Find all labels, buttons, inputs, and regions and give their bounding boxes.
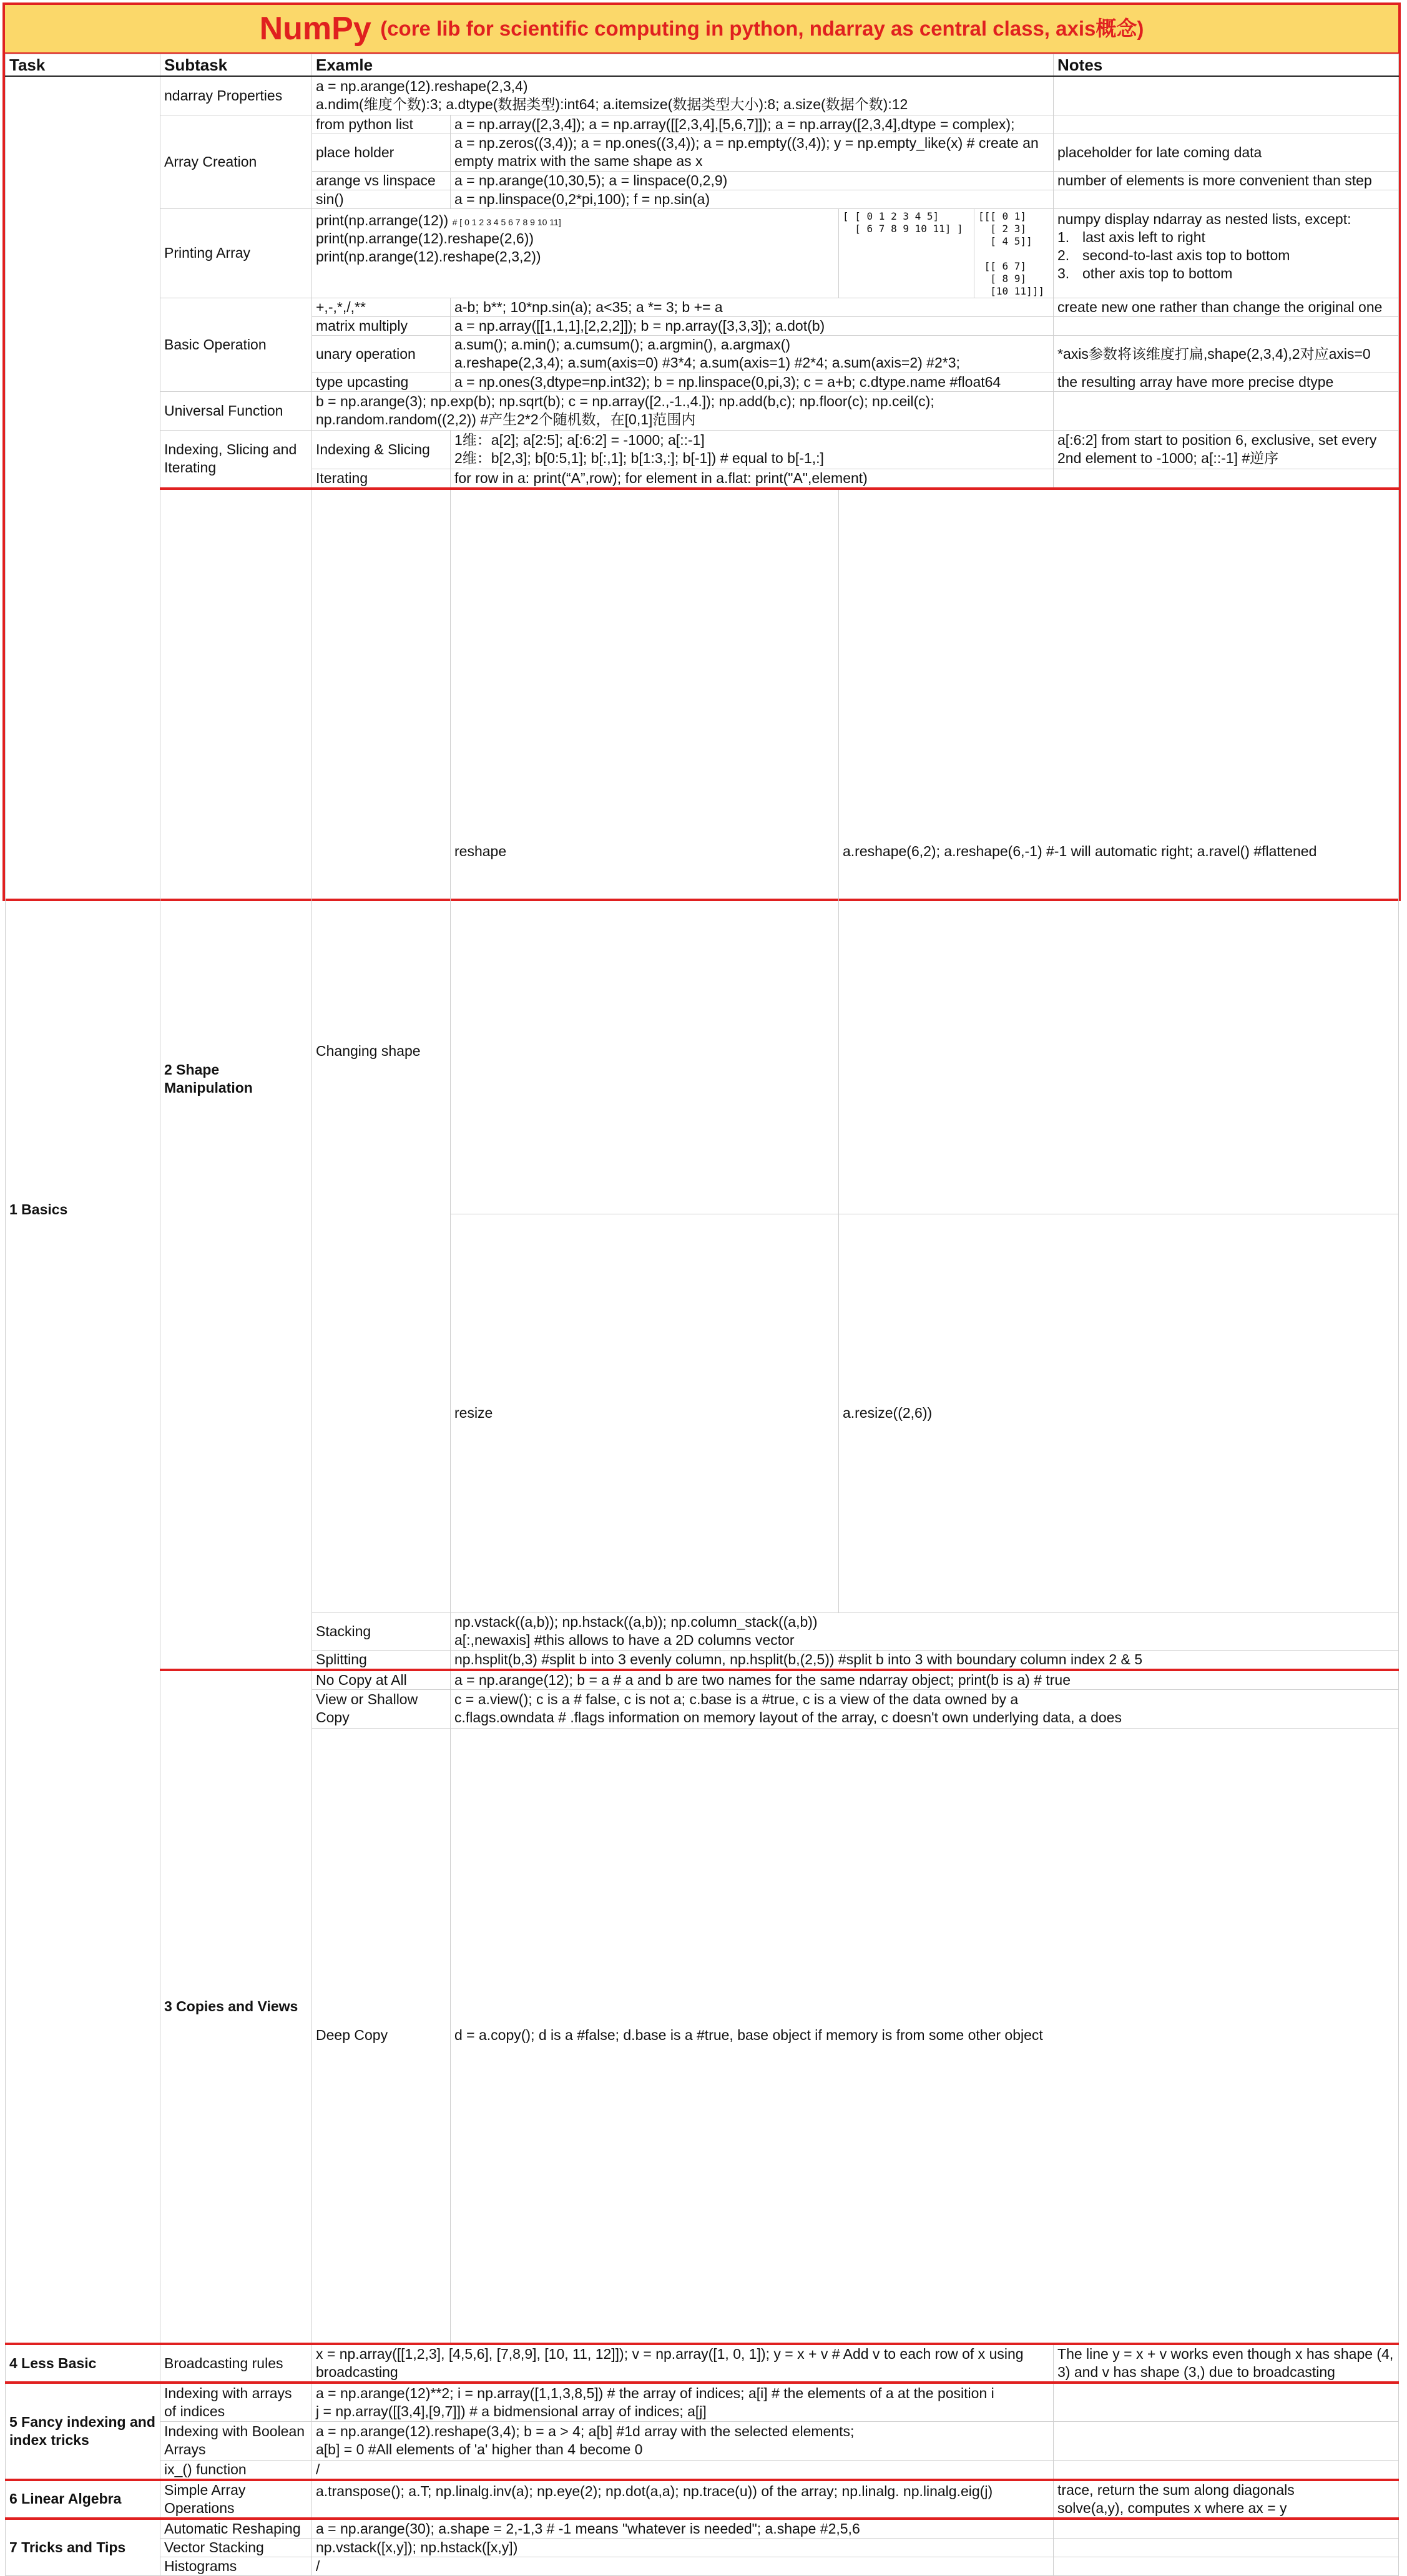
example-line: c.flags.owndata # .flags information on memory layout of the array, c doesn't own underlying data, a does: [454, 1709, 1122, 1725]
table-row: [6, 2557, 1399, 2575]
example-cell: a = np.array([2,3,4]); a = np.array([[2,3,4],[5,6,7]]); a = np.array([2,3,4],dtype = complex);: [451, 115, 1054, 134]
example-cell: a = np.arange(10,30,5); a = linspace(0,2,9): [451, 171, 1054, 190]
task-shape-manipulation: 2 Shape Manipulation: [160, 489, 312, 1670]
table-row: [6, 115, 1399, 134]
table-row: [6, 391, 1399, 430]
subtask-deep-copy: Deep Copy: [312, 1728, 451, 2344]
notes-cell: [1054, 2460, 1399, 2480]
header-row: [6, 54, 1399, 77]
example-cell: [451, 335, 1054, 373]
table-row: [6, 2538, 1399, 2557]
example-line: 2维：b[2,3]; b[0:5,1]; b[:,1]; b[1:3,:]; b[-1]) # equal to b[-1,:]: [454, 450, 824, 466]
example-cell: a-b; b**; 10*np.sin(a); a<35; a *= 3; b += a: [451, 298, 1054, 316]
notes-line: trace, return the sum along diagonals: [1057, 2481, 1295, 2498]
subtask-no-copy: No Copy at All: [312, 1670, 451, 1690]
example-cell: for row in a: print(“A”,row); for element in a.flat: print("A",element): [451, 469, 1054, 489]
subtask-universal-function: Universal Function: [160, 391, 312, 430]
notes-cell: [1054, 316, 1399, 335]
example-cell: [312, 2383, 1054, 2421]
example-line: a.sum(); a.min(); a.cumsum(); a.argmin(), a.argmax(): [454, 336, 791, 353]
subsubtask-arange-vs-linspace: arange vs linspace: [312, 171, 451, 190]
task-copies-and-views: 3 Copies and Views: [160, 1670, 312, 2344]
print-output-2d-cell: [839, 208, 974, 298]
notes-cell: The line y = x + v works even though x has shape (4, 3) and v has shape (3,) due to broadcasting: [1054, 2344, 1399, 2383]
subsubtask-indexing-slicing: Indexing & Slicing: [312, 430, 451, 469]
table-row: [6, 2460, 1399, 2480]
col-header-task: Task: [6, 54, 160, 77]
subsubtask-sin: sin(): [312, 190, 451, 208]
cheatsheet: [2, 2, 1401, 2574]
subsubtask-reshape: reshape: [451, 489, 839, 1214]
example-cell: [312, 2421, 1054, 2460]
print-output-3d: [[[ 0 1] [ 2 3] [ 4 5]] [[ 6 7] [ 8 9] [10 11]]]: [978, 210, 1044, 297]
subtask-indexing-slicing-iterating: Indexing, Slicing and Iterating: [160, 430, 312, 489]
notes-line: numpy display ndarray as nested lists, except:: [1057, 210, 1351, 227]
subtask-changing-shape: Changing shape: [312, 489, 451, 1613]
subsubtask-place-holder: place holder: [312, 134, 451, 171]
table-row: [6, 430, 1399, 469]
table-row: [6, 1670, 1399, 1690]
notes-cell: a[:6:2] from start to position 6, exclusive, set every 2nd element to -1000; a[::-1] #逆序: [1054, 430, 1399, 469]
subtask-splitting: Splitting: [312, 1650, 451, 1670]
subtask-broadcasting-rules: Broadcasting rules: [160, 2344, 312, 2383]
example-line: np.vstack((a,b)); np.hstack((a,b)); np.column_stack((a,b)): [454, 1614, 818, 1630]
table-row: [6, 489, 1399, 1214]
example-cell: [312, 391, 1054, 430]
notes-line: last axis left to right: [1082, 228, 1205, 245]
subsubtask-from-python-list: from python list: [312, 115, 451, 134]
task-fancy-indexing: 5 Fancy indexing and index tricks: [6, 2383, 160, 2480]
notes-cell: [1054, 190, 1399, 208]
example-cell: a.reshape(6,2); a.reshape(6,-1) #-1 will automatic right; a.ravel() #flattened: [839, 489, 1399, 1214]
subtask-printing-array: Printing Array: [160, 208, 312, 298]
subsubtask-iterating: Iterating: [312, 469, 451, 489]
notes-cell: [1054, 2538, 1399, 2557]
example-cell: d = a.copy(); d is a #false; d.base is a #true, base object if memory is from some other object: [451, 1728, 1399, 2344]
print-call: print(np.arrange(12)): [316, 212, 449, 228]
table-row: [6, 2480, 1399, 2519]
example-cell: a.resize((2,6)): [839, 1214, 1399, 1612]
list-number: 2.: [1057, 246, 1070, 263]
subtask-basic-operation: Basic Operation: [160, 298, 312, 391]
table-row: [6, 2421, 1399, 2460]
example-cell: [312, 76, 1054, 115]
example-cell: a = np.arange(30); a.shape = 2,-1,3 # -1 means "whatever is needed"; a.shape #2,5,6: [312, 2519, 1054, 2539]
notes-cell: [1054, 469, 1399, 489]
task-linear-algebra: 6 Linear Algebra: [6, 2480, 160, 2519]
example-line: a[:,newaxis] #this allows to have a 2D columns vector: [454, 1632, 795, 1648]
print-output-inline: # [ 0 1 2 3 4 5 6 7 8 9 10 11]: [452, 217, 561, 227]
notes-list-item: [1057, 265, 1395, 283]
notes-cell: *axis参数将该维度打扁,shape(2,3,4),2对应axis=0: [1054, 335, 1399, 373]
example-cell: np.hsplit(b,3) #split b into 3 evenly column, np.hsplit(b,(2,5)) #split b into 3 with boundary column index 2 & 5: [451, 1650, 1399, 1670]
print-output-3d-cell: [974, 208, 1054, 298]
notes-cell: [1054, 115, 1399, 134]
notes-cell: [1054, 2480, 1399, 2519]
example-line: print(np.arrange(12).reshape(2,6)): [316, 230, 534, 246]
example-line: a[b] = 0 #All elements of 'a' higher than 4 become 0: [316, 2441, 643, 2457]
example-line: a = np.arange(12).reshape(3,4); b = a > 4; a[b] #1d array with the selected elements;: [316, 2423, 855, 2439]
task-tricks-and-tips: 7 Tricks and Tips: [6, 2519, 160, 2576]
example-line: [316, 212, 835, 230]
subtask-vector-stacking: Vector Stacking: [160, 2538, 312, 2557]
notes-cell: [1054, 2421, 1399, 2460]
task-less-basic: 4 Less Basic: [6, 2344, 160, 2383]
example-cell: [451, 1689, 1399, 1728]
example-line: np.random.random((2,2)) #产生2*2个随机数，在[0,1]范围内: [316, 411, 696, 427]
notes-cell: [1054, 391, 1399, 430]
example-line: a.reshape(2,3,4); a.sum(axis=0) #3*4; a.sum(axis=1) #2*4; a.sum(axis=2) #2*3;: [454, 354, 960, 371]
col-header-subtask: Subtask: [160, 54, 312, 77]
subsubtask-resize: resize: [451, 1214, 839, 1612]
notes-cell: create new one rather than change the original one: [1054, 298, 1399, 316]
notes-list-item: [1057, 228, 1395, 246]
print-output-2d: [ [ 0 1 2 3 4 5] [ 6 7 8 9 10 11] ]: [843, 210, 963, 235]
example-cell: [451, 1612, 1399, 1650]
page-title: NumPy: [259, 11, 371, 47]
subtask-view-shallow-copy: View or Shallow Copy: [312, 1689, 451, 1728]
notes-cell: [1054, 2383, 1399, 2421]
page-subtitle: (core lib for scientific computing in python, ndarray as central class, axis概念): [380, 17, 1144, 40]
subtask-ndarray-properties: ndarray Properties: [160, 76, 312, 115]
notes-line: solve(a,y), computes x where ax = y: [1057, 2499, 1287, 2516]
example-cell: x = np.array([[1,2,3], [4,5,6], [7,8,9], [10, 11, 12]]); v = np.array([1, 0, 1]); y = x + v # Add v to each row of x using broadcasting: [312, 2344, 1054, 2383]
table-row: [6, 208, 1399, 298]
notes-cell: number of elements is more convenient than step: [1054, 171, 1399, 190]
subtask-indexing-boolean: Indexing with Boolean Arrays: [160, 2421, 312, 2460]
title-banner: [5, 5, 1398, 54]
col-header-notes: Notes: [1054, 54, 1399, 77]
example-cell: a = np.ones(3,dtype=np.int32); b = np.linspace(0,pi,3); c = a+b; c.dtype.name #float64: [451, 373, 1054, 391]
subsubtask-arith: +,-,*,/,**: [312, 298, 451, 316]
example-cell: a.transpose(); a.T; np.linalg.inv(a); np.eye(2); np.dot(a,a); np.trace(u)) of the array; np.linalg. np.linalg.eig(j): [312, 2480, 1054, 2519]
table-row: [6, 2344, 1399, 2383]
table-row: [6, 298, 1399, 316]
example-line: a = np.arange(12).reshape(2,3,4): [316, 78, 528, 95]
example-line: b = np.arange(3); np.exp(b); np.sqrt(b); c = np.array([2.,-1.,4.]); np.add(b,c); np.floor(c); np.ceil(c);: [316, 393, 934, 409]
example-cell: a = np.arange(12); b = a # a and b are two names for the same ndarray object; print(b is a) # true: [451, 1670, 1399, 1690]
task-basics: 1 Basics: [6, 76, 160, 2344]
subsubtask-type-upcasting: type upcasting: [312, 373, 451, 391]
notes-cell: [1054, 208, 1399, 298]
subtask-histograms: Histograms: [160, 2557, 312, 2575]
notes-cell: [1054, 2519, 1399, 2539]
example-line: a = np.arange(12)**2; i = np.array([1,1,3,8,5]) # the array of indices; a[i] # the elements of a at the position i: [316, 2384, 994, 2401]
example-cell: [451, 430, 1054, 469]
notes-cell: [1054, 2557, 1399, 2575]
example-cell: a = np.linspace(0,2*pi,100); f = np.sin(a): [451, 190, 1054, 208]
subtask-ix-function: ix_() function: [160, 2460, 312, 2480]
example-line: 1维：a[2]; a[2:5]; a[:6:2] = -1000; a[::-1]: [454, 432, 705, 448]
table-row: [6, 76, 1399, 115]
col-header-example: Examle: [312, 54, 1054, 77]
example-line: print(np.arange(12).reshape(2,3,2)): [316, 248, 541, 265]
example-cell: /: [312, 2460, 1054, 2480]
example-cell: [312, 208, 839, 298]
subtask-indexing-arrays: Indexing with arrays of indices: [160, 2383, 312, 2421]
subtask-stacking: Stacking: [312, 1612, 451, 1650]
example-cell: /: [312, 2557, 1054, 2575]
example-line: j = np.array([[3,4],[9,7]]) # a bidmensional array of indices; a[j]: [316, 2403, 707, 2419]
example-line: a.ndim(维度个数):3; a.dtype(数据类型):int64; a.itemsize(数据类型大小):8; a.size(数据个数):12: [316, 96, 908, 113]
table-row: [6, 2383, 1399, 2421]
notes-list-item: [1057, 246, 1395, 265]
list-number: 1.: [1057, 228, 1070, 245]
table-row: [6, 2519, 1399, 2539]
example-cell: a = np.array([[1,1,1],[2,2,2]]); b = np.array([3,3,3]); a.dot(b): [451, 316, 1054, 335]
subsubtask-unary-operation: unary operation: [312, 335, 451, 373]
example-line: c = a.view(); c is a # false, c is not a; c.base is a #true, c is a view of the data owned by a: [454, 1691, 1019, 1707]
subtask-array-creation: Array Creation: [160, 115, 312, 208]
subtask-simple-array-operations: Simple Array Operations: [160, 2480, 312, 2519]
notes-cell: [1054, 76, 1399, 115]
notes-line: second-to-last axis top to bottom: [1082, 246, 1290, 263]
notes-cell: the resulting array have more precise dtype: [1054, 373, 1399, 391]
notes-cell: placeholder for late coming data: [1054, 134, 1399, 171]
list-number: 3.: [1057, 265, 1070, 281]
subtask-automatic-reshaping: Automatic Reshaping: [160, 2519, 312, 2539]
subsubtask-matrix-multiply: matrix multiply: [312, 316, 451, 335]
notes-line: other axis top to bottom: [1082, 265, 1233, 281]
example-cell: a = np.zeros((3,4)); a = np.ones((3,4)); a = np.empty((3,4)); y = np.empty_like(x) # create an empty matrix with the same shape as x: [451, 134, 1054, 171]
example-cell: np.vstack([x,y]); np.hstack([x,y]): [312, 2538, 1054, 2557]
cheatsheet-table: [5, 54, 1399, 2576]
